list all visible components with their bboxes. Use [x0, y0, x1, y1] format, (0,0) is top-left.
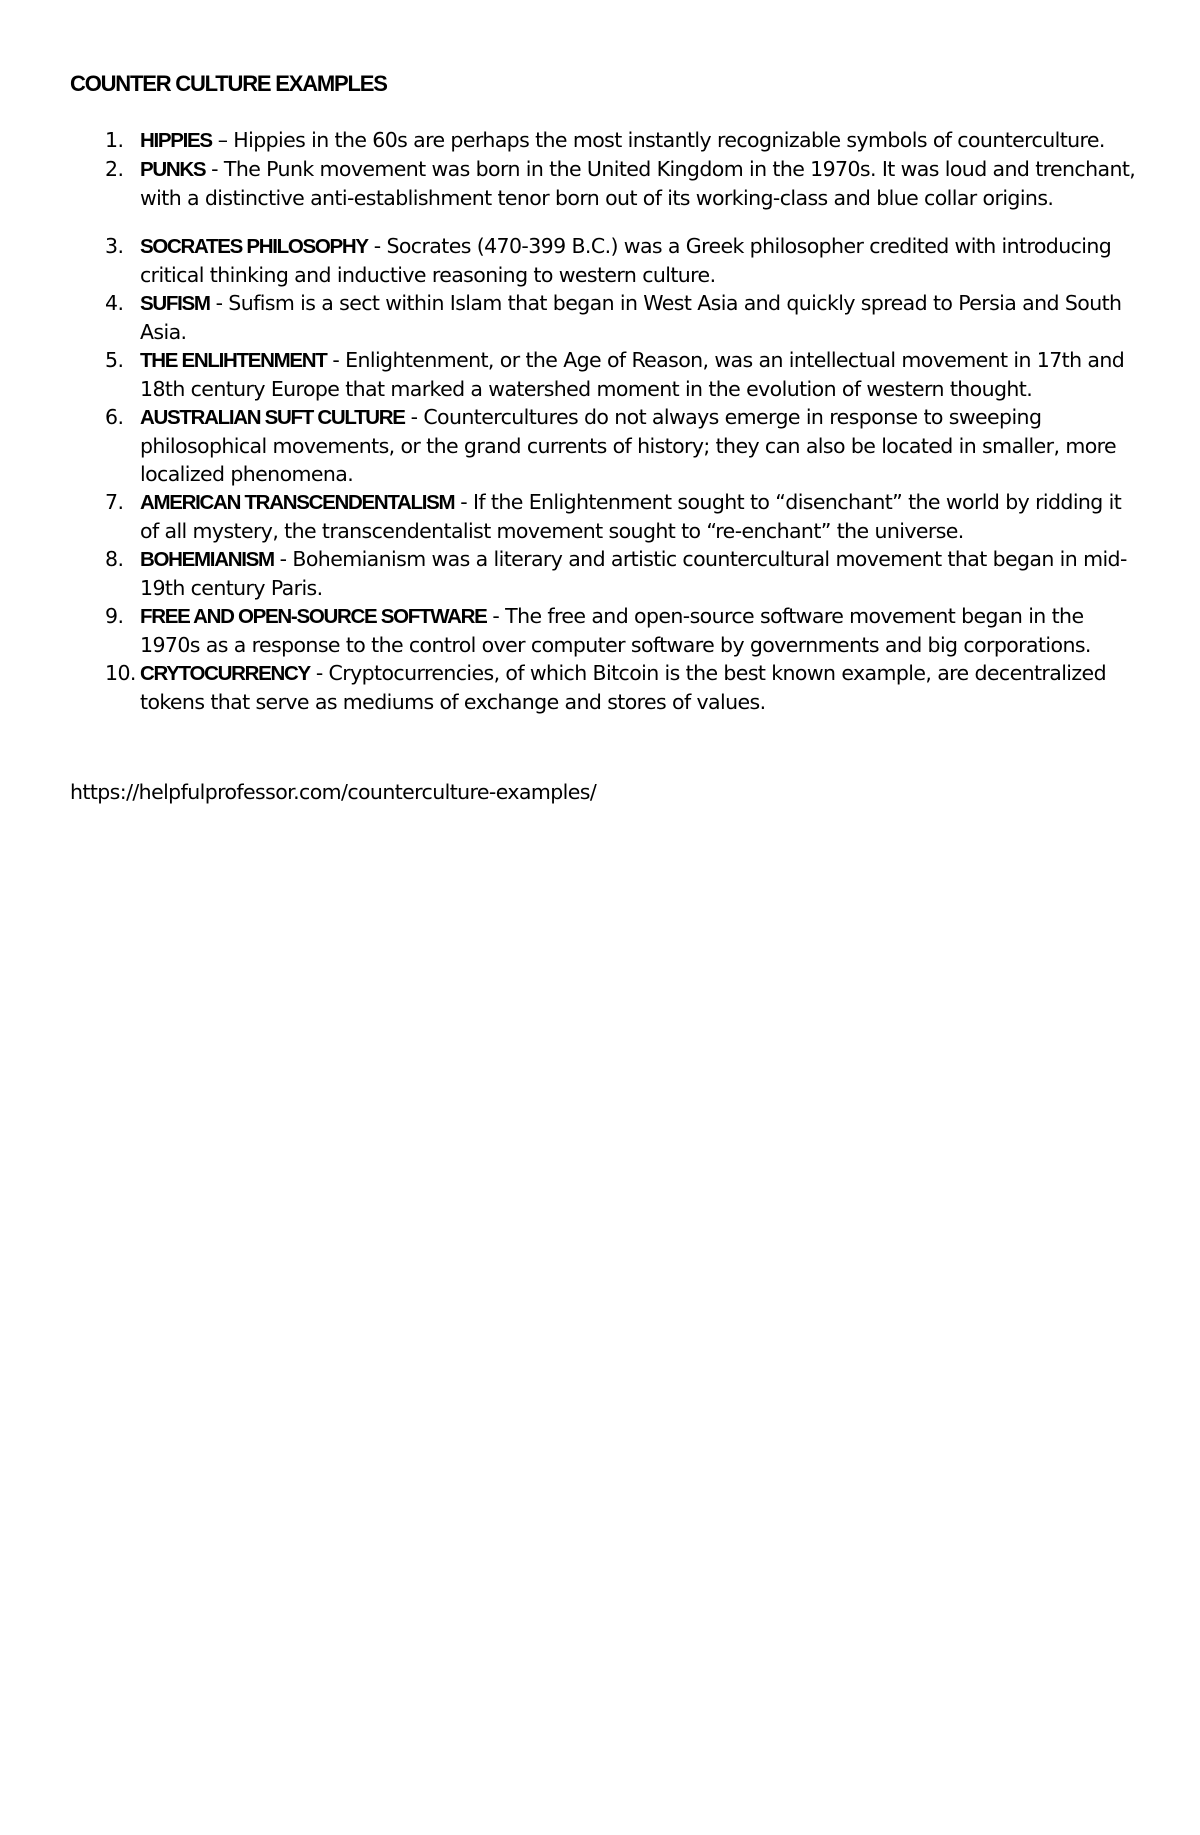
- item-number: 2.: [105, 157, 124, 181]
- source-url: https://helpfulprofessor.com/counterculture-examples/: [70, 780, 597, 804]
- item-separator: –: [211, 128, 234, 152]
- item-separator: -: [209, 291, 229, 315]
- item-number: 8.: [105, 547, 124, 571]
- item-term: AMERICAN TRANSCENDENTALISM: [140, 491, 455, 514]
- list-item: [70, 346, 1140, 403]
- item-number: 3.: [105, 234, 124, 258]
- item-term: SOCRATES PHILOSOPHY: [140, 235, 368, 258]
- item-term: BOHEMIANISM: [140, 548, 274, 571]
- list-item: [70, 232, 1140, 289]
- list-item: [70, 403, 1140, 488]
- item-term: PUNKS: [140, 158, 206, 181]
- item-separator: -: [367, 234, 387, 258]
- item-number: 1.: [105, 128, 124, 152]
- item-number: 6.: [105, 405, 124, 429]
- list-item: [70, 602, 1140, 659]
- item-term: HIPPIES: [140, 129, 212, 152]
- list-item: [70, 289, 1140, 346]
- item-text: Bohemianism was a literary and artistic countercultural movement that began in mid-19th century Paris.: [140, 547, 1127, 600]
- item-text: The Punk movement was born in the United Kingdom in the 1970s. It was loud and trenchant, with a distinctive anti-establishment tenor born out of its working-class and blue collar origins.: [140, 157, 1136, 210]
- item-text: Socrates (470-399 B.C.) was a Greek philosopher credited with introducing critical thinking and inductive reasoning to western culture.: [140, 234, 1112, 287]
- item-text: Cryptocurrencies, of which Bitcoin is the best known example, are decentralized tokens that serve as mediums of exchange and stores of values.: [140, 661, 1106, 714]
- item-number: 7.: [105, 490, 124, 514]
- item-term: CRYTOCURRENCY: [140, 662, 310, 685]
- list-item: [70, 659, 1140, 716]
- item-term: SUFISM: [140, 292, 210, 315]
- item-text: If the Enlightenment sought to “disenchant” the world by ridding it of all mystery, the transcendentalist movement sought to “re-enchant” the universe.: [140, 490, 1122, 543]
- item-term: AUSTRALIAN SUFT CULTURE: [140, 406, 405, 429]
- item-text: Enlightenment, or the Age of Reason, was an intellectual movement in 17th and 18th century Europe that marked a watershed moment in the evolution of western thought.: [140, 348, 1125, 401]
- item-term: THE ENLIHTENMENT: [140, 349, 327, 372]
- item-separator: -: [486, 604, 506, 628]
- examples-list: [70, 126, 1140, 716]
- item-separator: -: [205, 157, 224, 181]
- item-number: 9.: [105, 604, 124, 628]
- item-separator: -: [404, 405, 424, 429]
- list-item: [70, 155, 1140, 212]
- item-separator: -: [326, 348, 346, 372]
- item-text: Hippies in the 60s are perhaps the most instantly recognizable symbols of counterculture.: [233, 128, 1105, 152]
- item-term: FREE AND OPEN-SOURCE SOFTWARE: [140, 605, 487, 628]
- item-number: 5.: [105, 348, 124, 372]
- item-separator: -: [454, 490, 473, 514]
- list-item: [70, 488, 1140, 545]
- list-item: [70, 126, 1140, 155]
- item-number: 10.: [105, 661, 136, 685]
- item-text: Sufism is a sect within Islam that began in West Asia and quickly spread to Persia and South Asia.: [140, 291, 1122, 344]
- item-separator: -: [309, 661, 329, 685]
- item-text: Countercultures do not always emerge in response to sweeping philosophical movements, or the grand currents of history; they can also be located in smaller, more localized phenomena.: [140, 405, 1117, 486]
- item-text: The free and open-source software movement began in the 1970s as a response to the control over computer software by governments and big corporations.: [140, 604, 1091, 657]
- item-separator: -: [273, 547, 293, 571]
- document-title: COUNTER CULTURE EXAMPLES: [70, 71, 387, 96]
- item-number: 4.: [105, 291, 124, 315]
- list-item: [70, 545, 1140, 602]
